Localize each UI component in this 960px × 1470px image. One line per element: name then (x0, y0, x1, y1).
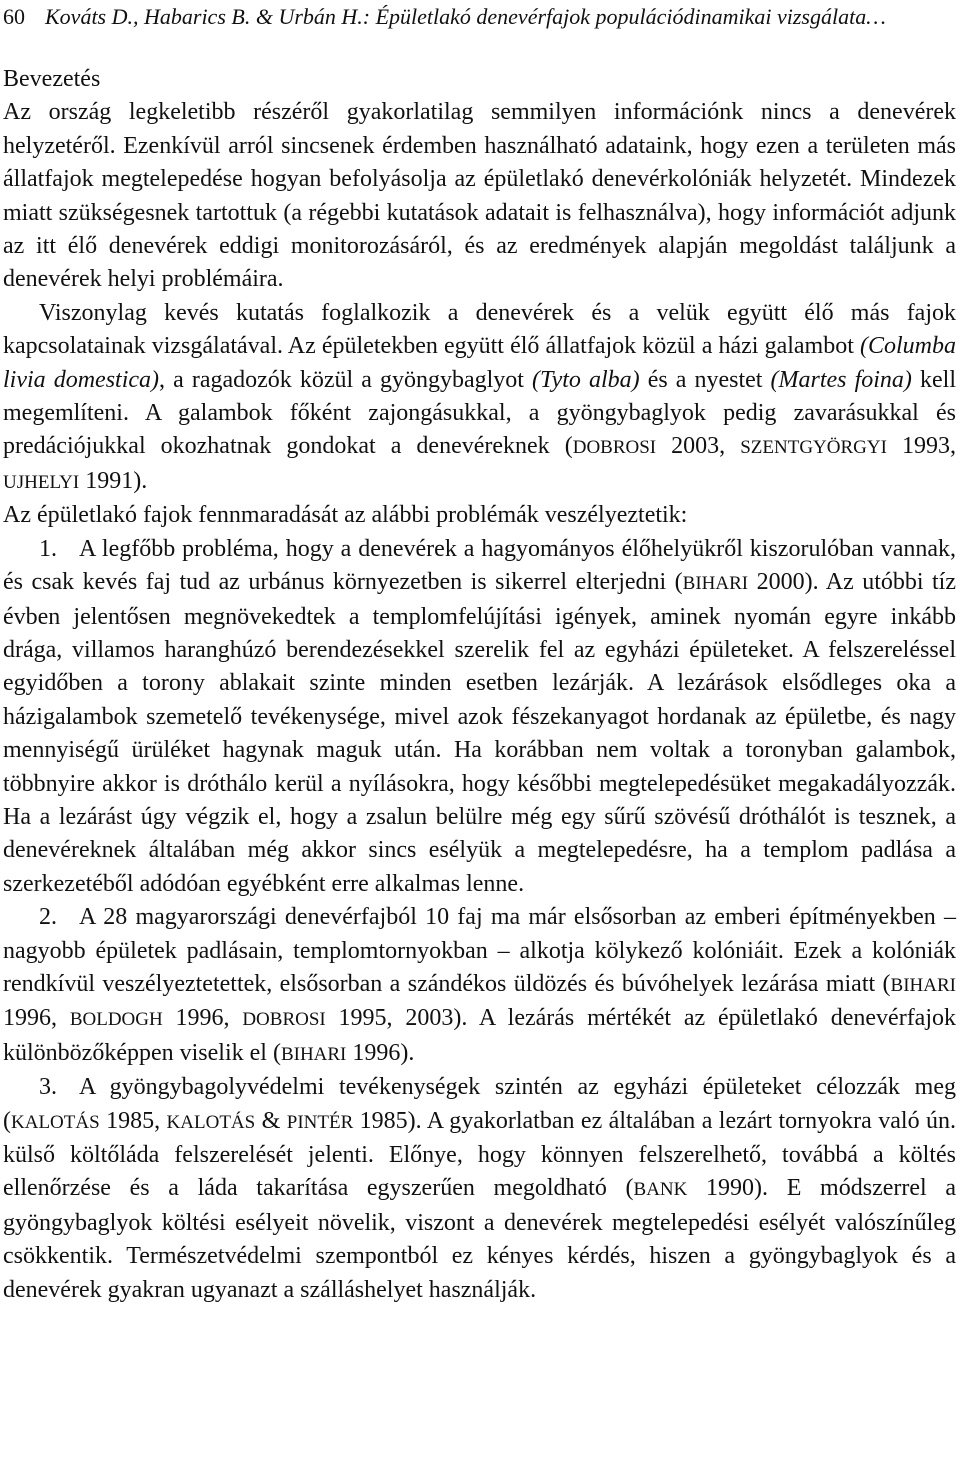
running-header (3, 0, 956, 32)
citation-author: DOBROSI (572, 437, 657, 459)
species-name: (Tyto alba) (532, 366, 640, 393)
paragraph-text: A gyöngybagolyvédelmi tevékenységek szintén az egyházi épületeket célozzák meg ( (3, 1074, 956, 1134)
species-name: (Martes foina) (770, 366, 912, 393)
species-name: (Columba livia domestica) (3, 333, 956, 393)
section-heading: Bevezetés (3, 66, 101, 92)
citation-author: BIHARI (280, 1043, 347, 1065)
list-number: 1. (39, 535, 57, 562)
paragraph-text: 1993, (886, 433, 957, 460)
paragraph-intro (3, 96, 956, 296)
list-item-2 (3, 901, 956, 1071)
list-item-3 (3, 1071, 956, 1307)
paragraph-text: Viszonylag kevés kutatás foglalkozik a denevérek és a velük együtt élő más fajok kapcsolatainak vizsgálatával. Az épületekben együtt élő állatfajok közül a házi galambot (3, 299, 956, 360)
citation-author: PINTÉR (286, 1111, 354, 1133)
citation-author: KALOTÁS (166, 1111, 256, 1133)
citation-author: BIHARI (682, 573, 749, 595)
paragraph-text: és a nyestet (639, 366, 771, 393)
citation-author: KALOTÁS (11, 1111, 100, 1133)
list-number: 2. (39, 904, 57, 931)
paragraph-cohabitation (3, 297, 956, 499)
paragraph-text: 1996). (346, 1039, 415, 1066)
paragraph-text: , a ragadozók közül a gyöngybaglyot (159, 366, 533, 393)
paragraph-text: Az ország legkeletibb részéről gyakorlatilag semmilyen információnk nincs a denevérek helyzetéről. Ezenkívül arról sincsenek érdemben használható adataink, hogy ezen a területen más állatfajok megtelepedése hogyan befolyásolja az épületlakó denevérkolóniák helyzetét. Mindezek miatt szükségesnek tartottuk (a régebbi kutatások adatait is felhasználva), hogy információt adjunk az itt élő denevérek eddigi monitorozásáról, és az eredmények alapján megoldást találjunk a denevérek helyi problémáira. (3, 99, 956, 293)
running-title: Kováts D., Habarics B. & Urbán H.: Épületlakó denevérfajok populációdinamikai vizsgálata… (45, 4, 886, 29)
paragraph-text: 1991). (79, 467, 148, 494)
citation-author: UJHELYI (3, 471, 80, 493)
paragraph-text: kell megemlíteni. A galambok főként zajongásukkal, a gyöngybaglyok pedig zavarásukkal és predációjukkal okozhatnak gondokat a denevéreknek ( (3, 366, 956, 460)
paragraph-text: 2000). Az utóbbi tíz évben jelentősen megnövekedtek a templomfelújítási igények, aminek nyomán egyre inkább drága, villamos haranghúzó berendezésekkel szerelik fel az egyházi épületeket. A felszereléssel egyidőben a torony ablakait szinte minden esetben lezárják. A lezárások elsődleges oka a házigalambok szemetelő tevékenysége, mivel azok fészekanyagot hordanak az épületbe, és nagy mennyiségű ürüléket hagynak maguk után. Ha korábban nem voltak a toronyban galambok, többnyire akkor is dróthálo kerül a nyílásokra, hogy későbbi megtelepedésüket megakadályozzák. Ha a lezárást úgy végzik el, hogy a zsalun belülre még egy sűrű szövésű dróthálót is tesznek, a denevéreknek általában még akkor sincs esélyük a megtelepedésre, ha a templom padlása a szerkezetéből adódóan egyébként erre alkalmas lenne. (3, 569, 956, 897)
paragraph-text: 1996, (162, 1005, 243, 1032)
paragraph-problems-intro (3, 499, 956, 532)
paragraph-text: 2003, (656, 433, 741, 460)
paragraph-text: Az épületlakó fajok fennmaradását az alábbi problémák veszélyeztetik: (3, 502, 688, 529)
paragraph-text: 1995, 2003). A lezárás mértékét az épületlakó denevérfajok különbözőképpen viselik el ( (3, 1005, 956, 1066)
paragraph-text: 1990). E módszerrel a gyöngybaglyok költési esélyeit növelik, viszont a denevérek megtelepedési esélyét valószínűleg csökkentik. Természetvédelmi szempontból ez kényes kérdés, hiszen a gyöngybaglyok és a denevérek gyakran ugyanazt a szálláshelyet használják. (3, 1175, 957, 1303)
citation-author: BOLDOGH (69, 1009, 163, 1031)
paragraph-text: 1996, (3, 1005, 70, 1032)
citation-author: BANK (633, 1179, 688, 1201)
citation-author: SZENTGYÖRGYI (740, 437, 887, 459)
citation-author: BIHARI (890, 974, 956, 996)
page-number: 60 (3, 4, 25, 29)
paragraph-text: A legfőbb probléma, hogy a denevérek a hagyományos élőhelyükről kiszorulóban vannak, és csak kevés faj tud az urbánus környezetben is sikerrel elterjedni ( (3, 535, 956, 596)
list-item-1 (3, 533, 956, 901)
paragraph-text: & (255, 1107, 287, 1134)
list-number: 3. (39, 1074, 57, 1101)
paragraph-text: 1985, (99, 1107, 167, 1134)
citation-author: DOBROSI (242, 1009, 326, 1031)
paragraph-text: A 28 magyarországi denevérfajból 10 faj ma már elsősorban az emberi építményekben – nagyobb épületek padlásain, templomtornyokban – alkotja kölykező kolóniáit. Ezek a kolóniák rendkívül veszélyeztetettek, elsősorban a szándékos üldözés és búvóhelyek lezárása miatt ( (3, 904, 956, 997)
paragraph-text: 1985). A gyakorlatban ez általában a lezárt tornyokra való ún. külső költőláda felszerelését jelenti. Előnye, hogy könnyen felszerelhető, továbbá a költés ellenőrzése és a láda takarítása egyszerűen megoldható ( (3, 1107, 956, 1202)
